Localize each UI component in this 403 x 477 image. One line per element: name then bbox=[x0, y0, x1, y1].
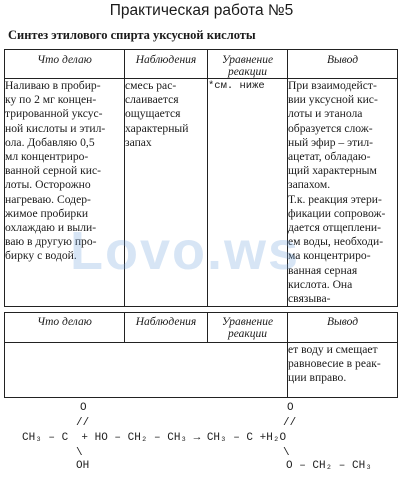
line: лоты. Осторожно bbox=[5, 178, 91, 192]
single-bond-left: \ bbox=[76, 447, 83, 459]
line: жимое пробирки bbox=[5, 206, 89, 220]
cell-empty bbox=[208, 343, 288, 398]
line: запахом. bbox=[288, 178, 331, 192]
line: охлаждаю и выли- bbox=[5, 221, 97, 235]
line: кислота. Она связыва- bbox=[288, 277, 353, 306]
header-equation: Уравнение реакции bbox=[208, 50, 288, 79]
line: ацетат, обладаю- bbox=[288, 150, 371, 164]
subtitle: Синтез этилового спирта уксусной кислоты bbox=[8, 28, 256, 42]
line: ванной серной кис- bbox=[5, 164, 101, 178]
line: ванная серная bbox=[288, 263, 358, 277]
double-bond-right: // bbox=[283, 417, 297, 429]
page-title: Практическая работа №5 bbox=[109, 2, 294, 19]
line: смесь рас- bbox=[125, 79, 177, 92]
line: ем воды, необходи- bbox=[288, 235, 384, 249]
carbonyl-oxygen-right: O bbox=[287, 402, 294, 414]
table-continued bbox=[4, 312, 398, 398]
line: Т.к. реакция этери- bbox=[288, 192, 382, 206]
line: ваю в другую про- bbox=[5, 235, 97, 249]
line: дается отщеплени- bbox=[288, 221, 381, 235]
line: трированной уксус- bbox=[5, 107, 103, 121]
ester-group: O – CH₂ – CH₃ bbox=[286, 460, 372, 472]
double-bond-left: // bbox=[76, 417, 90, 429]
line: бирку с водой. bbox=[5, 249, 77, 263]
line: ку по 2 мг концен- bbox=[5, 93, 97, 107]
line: лоты и этанола bbox=[288, 107, 363, 121]
line: ола. Добавляю 0,5 bbox=[5, 135, 95, 149]
line: запах bbox=[125, 135, 152, 149]
header-observations: Наблюдения bbox=[125, 50, 208, 79]
line: ции вправо. bbox=[288, 371, 347, 385]
line: ощущается bbox=[125, 107, 181, 121]
header-observations: Наблюдения bbox=[125, 313, 208, 343]
line: щий характерным bbox=[288, 164, 377, 178]
cell-empty bbox=[5, 343, 125, 398]
line: ный эфир – этил- bbox=[288, 135, 374, 149]
cell-conclusion bbox=[288, 79, 398, 307]
line: мл концентриро- bbox=[5, 150, 89, 164]
header-what-i-do: Что делаю bbox=[5, 50, 125, 79]
hydroxyl-group: OH bbox=[76, 460, 90, 472]
line: При взаимодейст- bbox=[288, 79, 377, 92]
header-equation: Уравнение реакции bbox=[208, 313, 288, 343]
line: слаивается bbox=[125, 93, 179, 107]
carbonyl-oxygen-left: O bbox=[80, 402, 87, 414]
header-conclusion: Вывод bbox=[288, 50, 398, 79]
single-bond-right: \ bbox=[283, 447, 290, 459]
table-header-row bbox=[5, 313, 398, 343]
table-row bbox=[5, 343, 398, 398]
line: нагреваю. Содер- bbox=[5, 192, 91, 206]
cell-equation-ref: *см. ниже bbox=[208, 79, 288, 307]
line: ет воду и смещает bbox=[288, 343, 378, 356]
equation-main-line: CH₃ – C + HO – CH₂ – CH₃ → CH₃ – C +H₂O bbox=[22, 432, 287, 444]
line: образуется слож- bbox=[288, 121, 373, 135]
line: характерный bbox=[125, 121, 189, 135]
line: ма концентриро- bbox=[288, 249, 371, 263]
line: фикации сопровож- bbox=[288, 206, 386, 220]
cell-conclusion bbox=[288, 343, 398, 398]
header-conclusion: Вывод bbox=[288, 313, 398, 343]
table-header-row bbox=[5, 50, 398, 79]
line: равновесие в реак- bbox=[288, 357, 381, 371]
cell-empty bbox=[125, 343, 208, 398]
line: ной кислоты и этил- bbox=[5, 121, 106, 135]
line: вии уксусной кис- bbox=[288, 93, 378, 107]
line: Наливаю в пробир- bbox=[5, 79, 101, 92]
watermark: Lovo.ws bbox=[70, 221, 301, 281]
header-what-i-do: Что делаю bbox=[5, 313, 125, 343]
